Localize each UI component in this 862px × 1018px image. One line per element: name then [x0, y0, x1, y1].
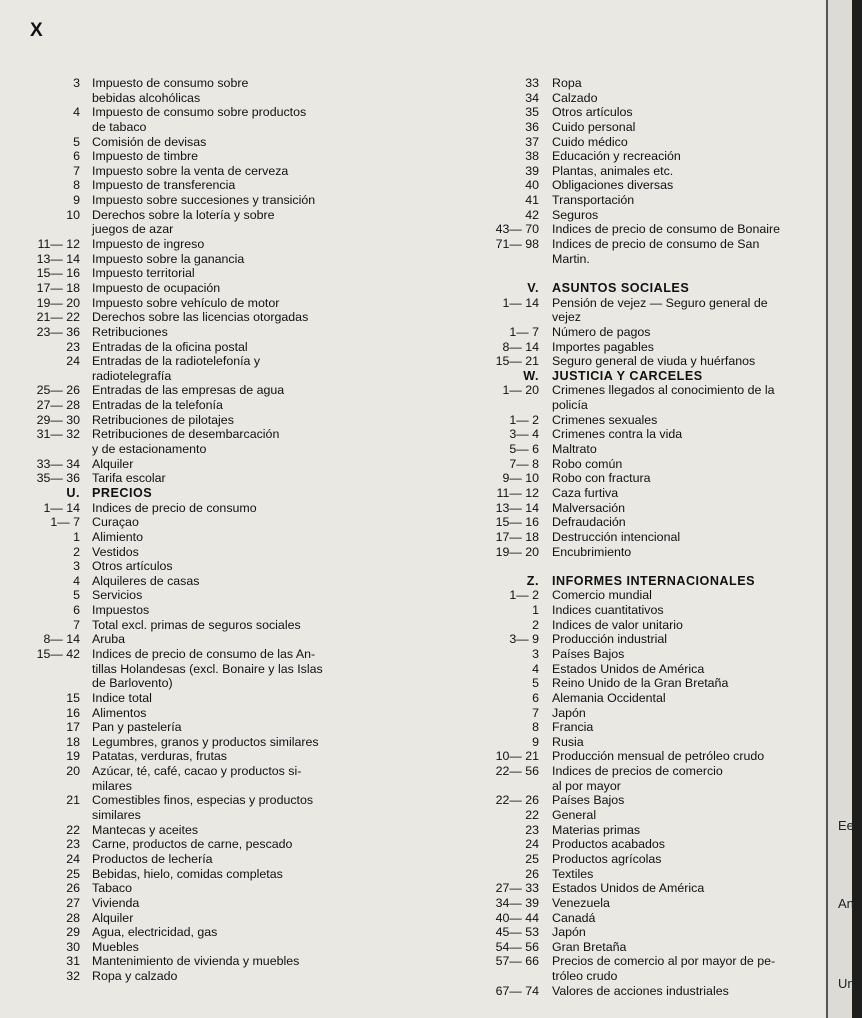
entry-number: 9 — [532, 734, 539, 749]
entry-text: Plantas, animales etc. — [552, 163, 674, 178]
entry-number: 13— 14 — [495, 500, 539, 515]
entry-number: 27— 33 — [495, 881, 539, 896]
entry-text: Robo común — [552, 456, 623, 471]
entry-number: 15— 16 — [495, 515, 539, 530]
entry-text: PRECIOS — [92, 485, 153, 500]
entry-text: Retribuciones — [92, 324, 168, 339]
entry-text: Derechos sobre las licencias otorgadas — [92, 310, 309, 325]
entry-text: Países Bajos — [552, 646, 625, 661]
entry-text: Impuesto sobre la ganancia — [92, 251, 245, 266]
entry-number: 35— 36 — [36, 471, 80, 486]
entry-text: Japón — [552, 705, 586, 720]
entry-number: 1— 7 — [50, 515, 80, 530]
entry-text: de Barlovento) — [92, 676, 173, 691]
entry-number: 23 — [525, 822, 539, 837]
entry-number: 33— 34 — [36, 456, 80, 471]
entry-number: 3 — [73, 559, 80, 574]
entry-number: 16 — [66, 705, 80, 720]
entry-text: Derechos sobre la lotería y sobre — [92, 207, 275, 222]
entry-number: 1— 2 — [509, 588, 539, 603]
entry-number: 5 — [73, 588, 80, 603]
entry-text: Número de pagos — [552, 324, 651, 339]
entry-text: Impuesto de timbre — [92, 149, 199, 164]
entry-text: Calzado — [552, 90, 598, 105]
entry-number: 30 — [66, 939, 80, 954]
entry-text: policía — [552, 398, 588, 413]
entry-text: Educación y recreación — [552, 149, 681, 164]
entry-number: V. — [527, 280, 539, 295]
entry-text: Carne, productos de carne, pescado — [92, 837, 293, 852]
entry-number: 23 — [66, 339, 80, 354]
entry-number: 45— 53 — [495, 925, 539, 940]
entry-text: Mantecas y aceites — [92, 822, 199, 837]
entry-number: 8— 14 — [502, 339, 539, 354]
entry-number: 36 — [525, 119, 539, 134]
entry-text: Alimiento — [92, 529, 143, 544]
entry-number: 18 — [66, 734, 80, 749]
entry-text: Total excl. primas de seguros sociales — [92, 617, 301, 632]
entry-text: Impuesto de ocupación — [92, 280, 221, 295]
entry-text: Seguro general de viuda y huérfanos — [552, 354, 756, 369]
entry-number: 21 — [66, 793, 80, 808]
entry-number: 8 — [73, 178, 80, 193]
entry-number: 15 — [66, 690, 80, 705]
entry-number: 19— 20 — [36, 295, 80, 310]
entry-number: 22— 56 — [495, 764, 539, 779]
entry-text: Encubrimiento — [552, 544, 632, 559]
entry-number: 33 — [525, 76, 539, 90]
entry-number: 40 — [525, 178, 539, 193]
entry-number: 15— 42 — [36, 646, 80, 661]
entry-number: U. — [66, 485, 80, 500]
entry-text: Francia — [552, 720, 594, 735]
entry-number: 10— 21 — [495, 749, 539, 764]
entry-text: Caza furtiva — [552, 485, 619, 500]
entry-text: Destrucción intencional — [552, 529, 681, 544]
entry-number: 29 — [66, 925, 80, 940]
entry-text: Precios de comercio al por mayor de pe- — [552, 954, 776, 969]
entry-number: 1— 14 — [502, 295, 539, 310]
entry-number: 25— 26 — [36, 383, 80, 398]
entry-text: Crimenes sexuales — [552, 412, 658, 427]
entry-text: Cuido personal — [552, 119, 636, 134]
entry-text: Transportación — [552, 193, 635, 208]
entry-number: 9 — [73, 193, 80, 208]
entry-number: 1 — [73, 529, 80, 544]
entry-text: Impuesto de transferencia — [92, 178, 236, 193]
entry-number: 3 — [73, 76, 80, 90]
entry-number: 29— 30 — [36, 412, 80, 427]
entry-text: Azúcar, té, café, cacao y productos si- — [92, 764, 302, 779]
entry-number: 1— 20 — [502, 383, 539, 398]
entry-text: Japón — [552, 925, 586, 940]
entry-number: 24 — [66, 354, 80, 369]
entry-number: 26 — [525, 866, 539, 881]
entry-number: 7— 8 — [509, 456, 539, 471]
entry-number: 4 — [532, 661, 539, 676]
entry-number: 3— 9 — [509, 632, 539, 647]
entry-text: Ropa y calzado — [92, 969, 178, 984]
entry-text: Estados Unidos de América — [552, 881, 705, 896]
entry-number: 1— 2 — [509, 412, 539, 427]
entry-number: 39 — [525, 163, 539, 178]
entry-number: 31— 32 — [36, 427, 80, 442]
entry-text: Indices de precios de comercio — [552, 764, 723, 779]
entry-text: Venezuela — [552, 895, 610, 910]
entry-number: 40— 44 — [495, 910, 539, 925]
entry-text: Obligaciones diversas — [552, 178, 674, 193]
entry-number: 15— 16 — [36, 266, 80, 281]
entry-number: 7 — [73, 163, 80, 178]
entry-text: Valores de acciones industriales — [552, 983, 729, 998]
entry-text: Retribuciones de pilotajes — [92, 412, 234, 427]
entry-number: 3 — [532, 646, 539, 661]
entry-number: Z. — [526, 573, 539, 588]
entry-text: Indices de valor unitario — [552, 617, 683, 632]
entry-number: 23 — [66, 837, 80, 852]
entry-text: Agua, electricidad, gas — [92, 925, 218, 940]
entry-text: Comestibles finos, especias y productos — [92, 793, 314, 808]
entry-number: 19 — [66, 749, 80, 764]
entry-text: y de estacionamento — [92, 442, 207, 457]
entry-text: Impuesto de consumo sobre — [92, 76, 249, 90]
entry-number: 8— 14 — [43, 632, 80, 647]
entry-text: Comercio mundial — [552, 588, 652, 603]
entry-text: Productos acabados — [552, 837, 665, 852]
entry-text: Robo con fractura — [552, 471, 651, 486]
entry-text: Legumbres, granos y productos similares — [92, 734, 319, 749]
edge-text-1: Ee — [838, 818, 854, 833]
entry-number: 11— 12 — [37, 237, 80, 252]
entry-text: Reino Unido de la Gran Bretaña — [552, 676, 729, 691]
entry-text: Curaçao — [92, 515, 139, 530]
entry-number: 10 — [66, 207, 80, 222]
entry-number: 8 — [532, 720, 539, 735]
entry-text: Alquileres de casas — [92, 573, 200, 588]
entry-text: Servicios — [92, 588, 143, 603]
entry-text: Indices de precio de consumo de las An- — [92, 646, 316, 661]
entry-text: Alimentos — [92, 705, 147, 720]
entry-text: Entradas de la radiotelefonía y — [92, 354, 261, 369]
entry-text: Indices cuantitativos — [552, 603, 664, 618]
entry-text: vejez — [552, 310, 581, 325]
entry-text: Producción mensual de petróleo crudo — [552, 749, 765, 764]
entry-text: Mantenimiento de vivienda y muebles — [92, 954, 300, 969]
entry-text: Tabaco — [92, 881, 132, 896]
entry-number: 41 — [525, 193, 539, 208]
entry-text: Defraudación — [552, 515, 626, 530]
entry-text: al por mayor — [552, 778, 621, 793]
entry-text: Maltrato — [552, 442, 597, 457]
entry-number: 1 — [532, 603, 539, 618]
entry-text: Entradas de la telefonía — [92, 398, 223, 413]
entry-text: Otros artículos — [552, 105, 633, 120]
entry-text: ASUNTOS SOCIALES — [552, 280, 690, 295]
entry-text: Retribuciones de desembarcación — [92, 427, 280, 442]
entry-number: 6 — [73, 603, 80, 618]
entry-number: 5 — [73, 134, 80, 149]
entry-number: 6 — [73, 149, 80, 164]
entry-text: Entradas de la oficina postal — [92, 339, 248, 354]
entry-number: 31 — [66, 954, 80, 969]
entry-text: Impuesto sobre la venta de cerveza — [92, 163, 289, 178]
entry-number: 19— 20 — [495, 544, 539, 559]
entry-number: 35 — [525, 105, 539, 120]
entry-text: Rusia — [552, 734, 584, 749]
entry-number: 7 — [73, 617, 80, 632]
entry-number: 4 — [73, 105, 80, 120]
entry-number: 25 — [66, 866, 80, 881]
entry-text: radiotelegrafía — [92, 368, 172, 383]
adjacent-page-edge — [826, 0, 855, 1018]
entry-text: General — [552, 808, 597, 823]
entry-number: 17— 18 — [495, 529, 539, 544]
entry-text: Pensión de vejez — Seguro general de — [552, 295, 768, 310]
entry-text: Impuesto territorial — [92, 266, 195, 281]
entry-text: Impuesto de consumo sobre productos — [92, 105, 307, 120]
entry-text: Pan y pastelería — [92, 720, 182, 735]
entry-text: Estados Unidos de América — [552, 661, 705, 676]
entry-text: Alquiler — [92, 910, 134, 925]
entry-number: 28 — [66, 910, 80, 925]
entry-text: Crimenes contra la vida — [552, 427, 683, 442]
entry-number: 34— 39 — [495, 895, 539, 910]
entry-number: 1— 14 — [43, 500, 80, 515]
entry-number: 37 — [525, 134, 539, 149]
edge-text-2: An — [838, 896, 854, 911]
entry-number: 4 — [73, 573, 80, 588]
entry-text: bebidas alcohólicas — [92, 90, 201, 105]
entry-number: 15— 21 — [495, 354, 539, 369]
edge-text-3: Un — [838, 976, 855, 991]
entry-text: Indices de precio de consumo de Bonaire — [552, 222, 780, 237]
entry-number: 23— 36 — [36, 324, 80, 339]
entry-number: 34 — [525, 90, 539, 105]
entry-text: Vivienda — [92, 895, 140, 910]
entry-text: Ropa — [552, 76, 582, 90]
entry-number: 9— 10 — [502, 471, 539, 486]
entry-number: 2 — [73, 544, 80, 559]
entry-text: Impuesto de ingreso — [92, 237, 205, 252]
entry-text: Seguros — [552, 207, 599, 222]
entry-number: 17 — [66, 720, 80, 735]
entry-text: Vestidos — [92, 544, 139, 559]
entry-text: Tarifa escolar — [92, 471, 166, 486]
entry-text: Crimenes llegados al conocimiento de la — [552, 383, 775, 398]
entry-number: 5 — [532, 676, 539, 691]
entry-number: 54— 56 — [495, 939, 539, 954]
entry-text: milares — [92, 778, 132, 793]
entry-text: Martin. — [552, 251, 590, 266]
entry-text: Textiles — [552, 866, 594, 881]
entry-number: 26 — [66, 881, 80, 896]
entry-number: 24 — [525, 837, 539, 852]
entry-text: JUSTICIA Y CARCELES — [552, 368, 703, 383]
entry-text: Canadá — [552, 910, 596, 925]
entry-text: Producción industrial — [552, 632, 668, 647]
entry-text: tillas Holandesas (excl. Bonaire y las Islas — [92, 661, 323, 676]
entry-text: Otros artículos — [92, 559, 173, 574]
entry-text: Comisión de devisas — [92, 134, 207, 149]
entry-number: 27— 28 — [36, 398, 80, 413]
entry-text: Entradas de las empresas de agua — [92, 383, 285, 398]
entry-text: Malversación — [552, 500, 625, 515]
entry-text: Productos agrícolas — [552, 851, 662, 866]
entry-number: 38 — [525, 149, 539, 164]
entry-text: tróleo crudo — [552, 969, 618, 984]
entry-text: Muebles — [92, 939, 139, 954]
entry-number: 27 — [66, 895, 80, 910]
entry-text: de tabaco — [92, 119, 147, 134]
entry-text: Productos de lechería — [92, 851, 213, 866]
entry-number: 43— 70 — [495, 222, 539, 237]
entry-text: Importes pagables — [552, 339, 654, 354]
entry-number: 11— 12 — [496, 485, 539, 500]
page-number: X — [30, 20, 43, 41]
entry-text: Cuido médico — [552, 134, 628, 149]
entry-number: 71— 98 — [495, 237, 539, 252]
entry-number: 7 — [532, 705, 539, 720]
entry-text: Indice total — [92, 690, 152, 705]
entry-text: Gran Bretaña — [552, 939, 627, 954]
entry-number: 20 — [66, 764, 80, 779]
entry-text: Indices de precio de consumo — [92, 500, 257, 515]
entry-number: 3— 4 — [509, 427, 539, 442]
entry-number: 1— 7 — [509, 324, 539, 339]
entry-number: 2 — [532, 617, 539, 632]
entry-text: juegos de azar — [92, 222, 174, 237]
entry-number: 5— 6 — [509, 442, 539, 457]
entry-text: Impuesto sobre vehículo de motor — [92, 295, 280, 310]
entry-text: Aruba — [92, 632, 126, 647]
entry-number: 22 — [525, 808, 539, 823]
entry-text: Alquiler — [92, 456, 134, 471]
entry-text: Patatas, verduras, frutas — [92, 749, 227, 764]
entry-number: 13— 14 — [36, 251, 80, 266]
entry-text: Alemania Occidental — [552, 690, 666, 705]
entry-number: 32 — [66, 969, 80, 984]
entry-text: Bebidas, hielo, comidas completas — [92, 866, 283, 881]
entry-number: 57— 66 — [495, 954, 539, 969]
entry-text: similares — [92, 808, 141, 823]
entry-number: 22— 26 — [495, 793, 539, 808]
entry-number: W. — [523, 368, 539, 383]
entry-number: 67— 74 — [495, 983, 539, 998]
entry-number: 42 — [525, 207, 539, 222]
entry-number: 25 — [525, 851, 539, 866]
entry-text: Materias primas — [552, 822, 641, 837]
entry-number: 22 — [66, 822, 80, 837]
entry-text: Indices de precio de consumo de San — [552, 237, 760, 252]
entry-text: Países Bajos — [552, 793, 625, 808]
entry-text: INFORMES INTERNACIONALES — [552, 573, 756, 588]
entry-number: 21— 22 — [36, 310, 80, 325]
entry-number: 17— 18 — [36, 280, 80, 295]
entry-text: Impuesto sobre succesiones y transición — [92, 193, 316, 208]
entry-number: 6 — [532, 690, 539, 705]
entry-text: Impuestos — [92, 603, 150, 618]
entry-number: 24 — [66, 851, 80, 866]
